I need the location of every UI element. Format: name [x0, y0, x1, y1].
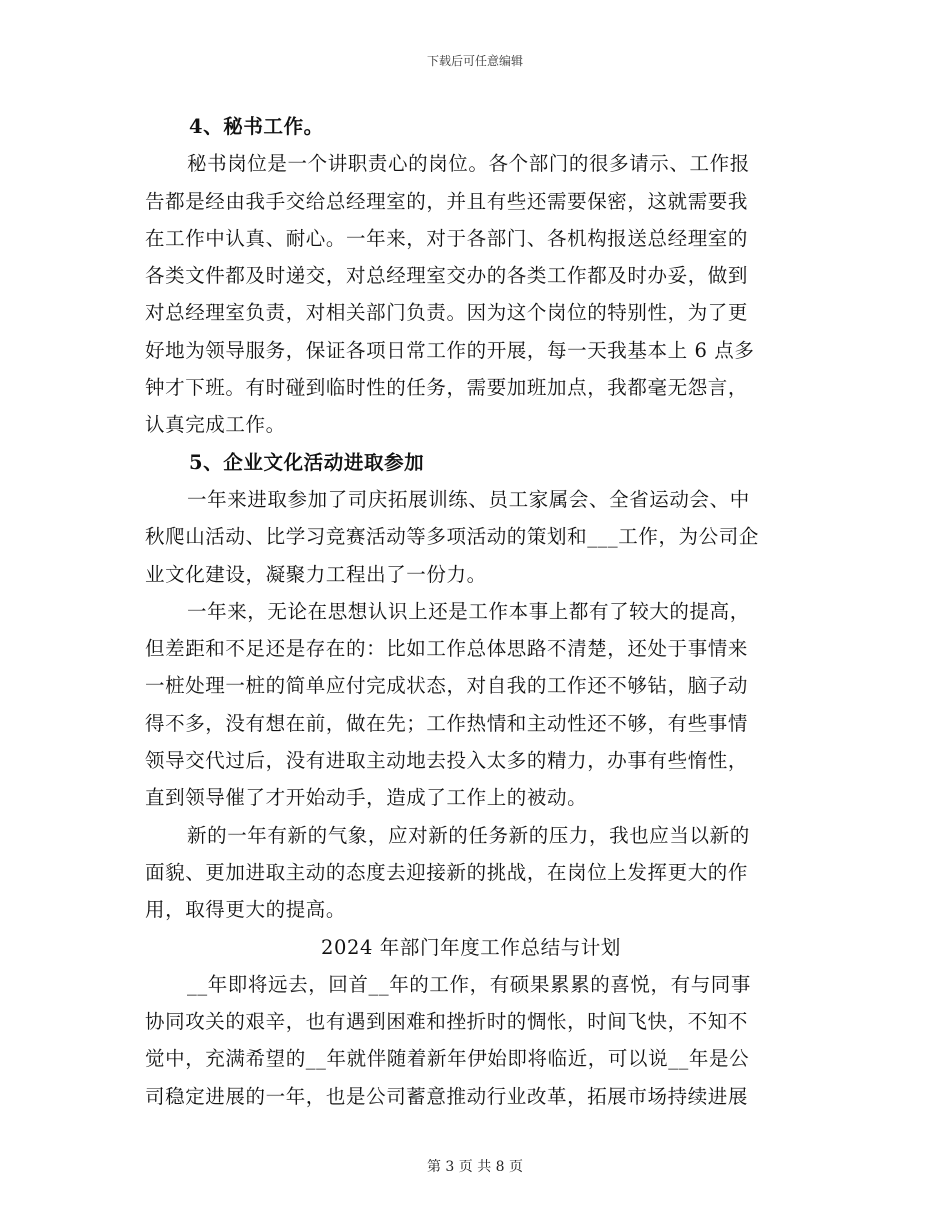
text-line: 对总经理室负责，对相关部门负责。因为这个岗位的特别性，为了更: [145, 301, 749, 325]
text-line: 司稳定进展的一年，也是公司蓄意推动行业改革，拓展市场持续进展: [145, 1084, 749, 1108]
text-line: 领导交代过后，没有进取主动地去投入太多的精力，办事有些惰性，: [145, 749, 749, 773]
page-header: 下载后可任意编辑: [426, 54, 523, 68]
text-line: __年即将远去，回首__年的工作，有硕果累累的喜悦，有与同事: [187, 972, 752, 996]
section-heading: 4、秘书工作。: [189, 115, 324, 138]
text-line: 协同攻关的艰辛，也有遇到困难和挫折时的惆怅，时间飞快，不知不: [145, 1010, 749, 1034]
text-line: 认真完成工作。: [145, 413, 286, 437]
text-line: 一年来，无论在思想认识上还是工作本事上都有了较大的提高，: [187, 599, 750, 623]
text-line: 面貌、更加进取主动的态度去迎接新的挑战，在岗位上发挥更大的作: [145, 860, 749, 884]
text-line: 一年来进取参加了司庆拓展训练、员工家属会、全省运动会、中: [187, 487, 750, 511]
text-line: 在工作中认真、耐心。一年来，对于各部门、各机构报送总经理室的: [145, 226, 749, 250]
text-line: 一桩处理一桩的简单应付完成状态，对自我的工作还不够钻，脑子动: [145, 674, 749, 698]
text-line: 新的一年有新的气象，应对新的任务新的压力，我也应当以新的: [187, 823, 750, 847]
text-line: 秘书岗位是一个讲职责心的岗位。各个部门的很多请示、工作报: [187, 152, 750, 176]
text-line: 业文化建设，凝聚力工程出了一份力。: [145, 562, 487, 586]
text-line: 秋爬山活动、比学习竞赛活动等多项活动的策划和___工作，为公司企: [145, 525, 759, 549]
text-line: 告都是经由我手交给总经理室的，并且有些还需要保密，这就需要我: [145, 189, 749, 213]
text-line: 直到领导催了才开始动手，造成了工作上的被动。: [145, 786, 588, 810]
text-line: 得不多，没有想在前，做在先；工作热情和主动性还不够，有些事情: [145, 711, 749, 735]
text-line: 钟才下班。有时碰到临时性的任务，需要加班加点，我都毫无怨言，: [145, 376, 749, 400]
document-body: [145, 108, 797, 1115]
text-line: 好地为领导服务，保证各项日常工作的开展，每一天我基本上 6 点多: [145, 338, 755, 362]
text-line: 用，取得更大的提高。: [145, 898, 347, 922]
section-heading: 5、企业文化活动进取参加: [189, 450, 425, 474]
text-line: 各类文件都及时递交，对总经理室交办的各类工作都及时办妥，做到: [145, 264, 749, 288]
text-line: 觉中，充满希望的__年就伴随着新年伊始即将临近，可以说__年是公: [145, 1047, 750, 1071]
page-footer: 第 3 页 共 8 页: [426, 1159, 524, 1175]
document-title: 2024 年部门年度工作总结与计划: [320, 935, 622, 959]
text-line: 但差距和不足还是存在的：比如工作总体思路不清楚，还处于事情来: [145, 637, 749, 661]
